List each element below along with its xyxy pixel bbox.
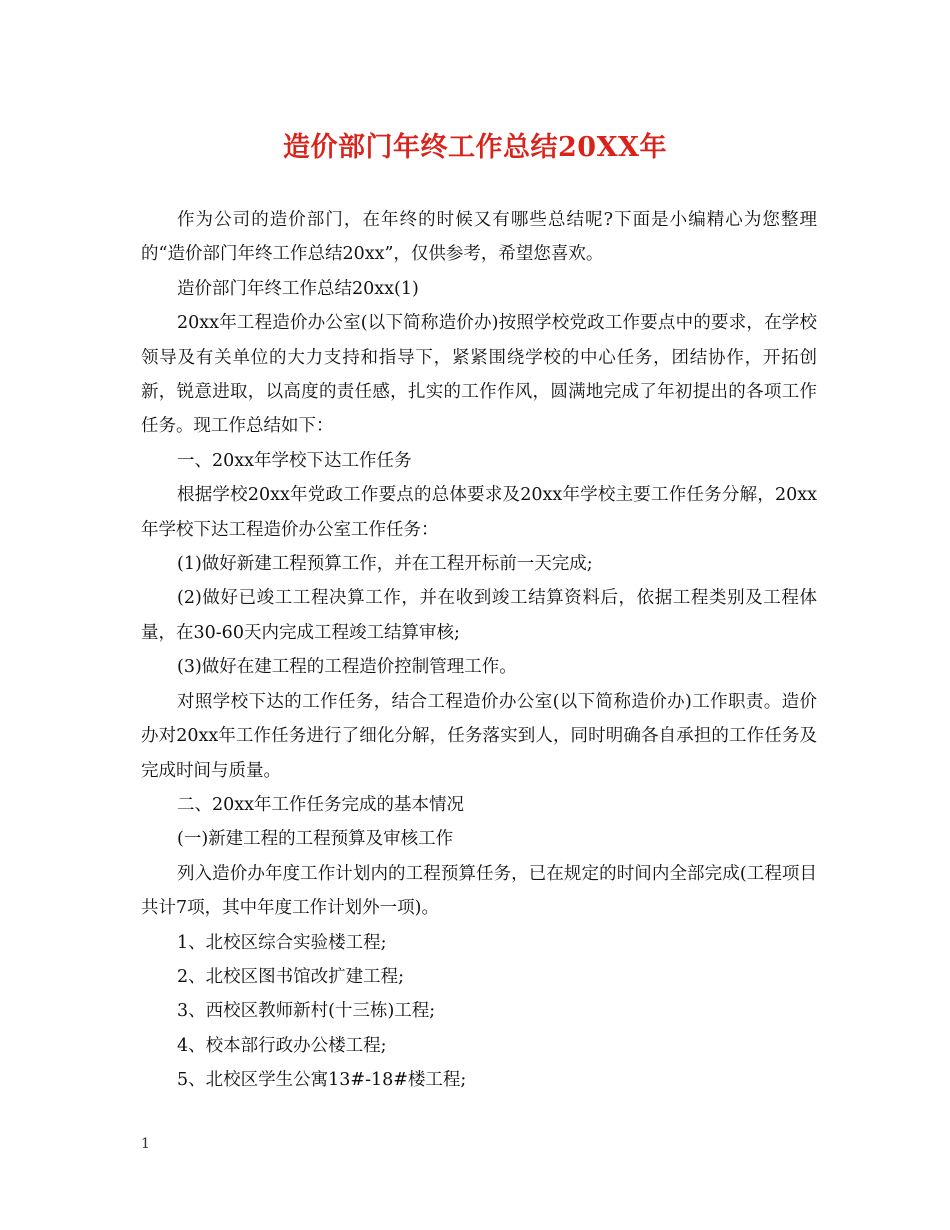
list-item: 3、西校区教师新村(十三栋)工程; [177,1001,436,1022]
list-item: (3)做好在建工程的工程造价控制管理工作。 [177,657,517,678]
page-number: 1 [141,1136,150,1152]
paragraph: 造价部门年终工作总结20xx(1) [177,278,419,299]
section-heading: 一、20xx年学校下达工作任务 [177,450,412,471]
list-item: 4、校本部行政办公楼工程; [177,1035,387,1056]
document-title: 造价部门年终工作总结20XX年 [283,132,667,163]
paragraph: 列入造价办年度工作计划内的工程预算任务，已在规定的时间内全部完成(工程项目共计7项，其中年度工作计划外一项)。 [141,863,817,919]
paragraph: 对照学校下达的工作任务，结合工程造价办公室(以下简称造价办)工作职责。造价办对20xx年工作任务进行了细化分解，任务落实到人，同时明确各自承担的工作任务及完成时间与质量。 [141,691,817,781]
section-heading: 二、20xx年工作任务完成的基本情况 [177,794,465,815]
document-body [141,203,817,1098]
paragraph: 根据学校20xx年党政工作要点的总体要求及20xx年学校主要工作任务分解，20xx年学校下达工程造价办公室工作任务： [141,485,817,540]
paragraph: 作为公司的造价部门，在年终的时候又有哪些总结呢?下面是小编精心为您整理的“造价部门年终工作总结20xx”，仅供参考，希望您喜欢。 [141,210,817,265]
list-item: 5、北校区学生公寓13#-18#楼工程; [177,1070,467,1091]
list-item: (1)做好新建工程预算工作，并在工程开标前一天完成; [177,554,593,575]
list-item: (2)做好已竣工工程决算工作，并在收到竣工结算资料后，依据工程类别及工程体量，在30-60天内完成工程竣工结算审核; [141,588,817,643]
list-item: 1、北校区综合实验楼工程; [177,932,387,953]
list-item: 2、北校区图书馆改扩建工程; [177,966,405,987]
subsection-heading: (一)新建工程的工程预算及审核工作 [177,829,454,850]
paragraph: 20xx年工程造价办公室(以下简称造价办)按照学校党政工作要点中的要求，在学校领导及有关单位的大力支持和指导下，紧紧围绕学校的中心任务，团结协作，开拓创新，锐意进取，以高度的责任感，扎实的工作作风，圆满地完成了年初提出的各项工作任务。现工作总结如下： [141,313,817,437]
